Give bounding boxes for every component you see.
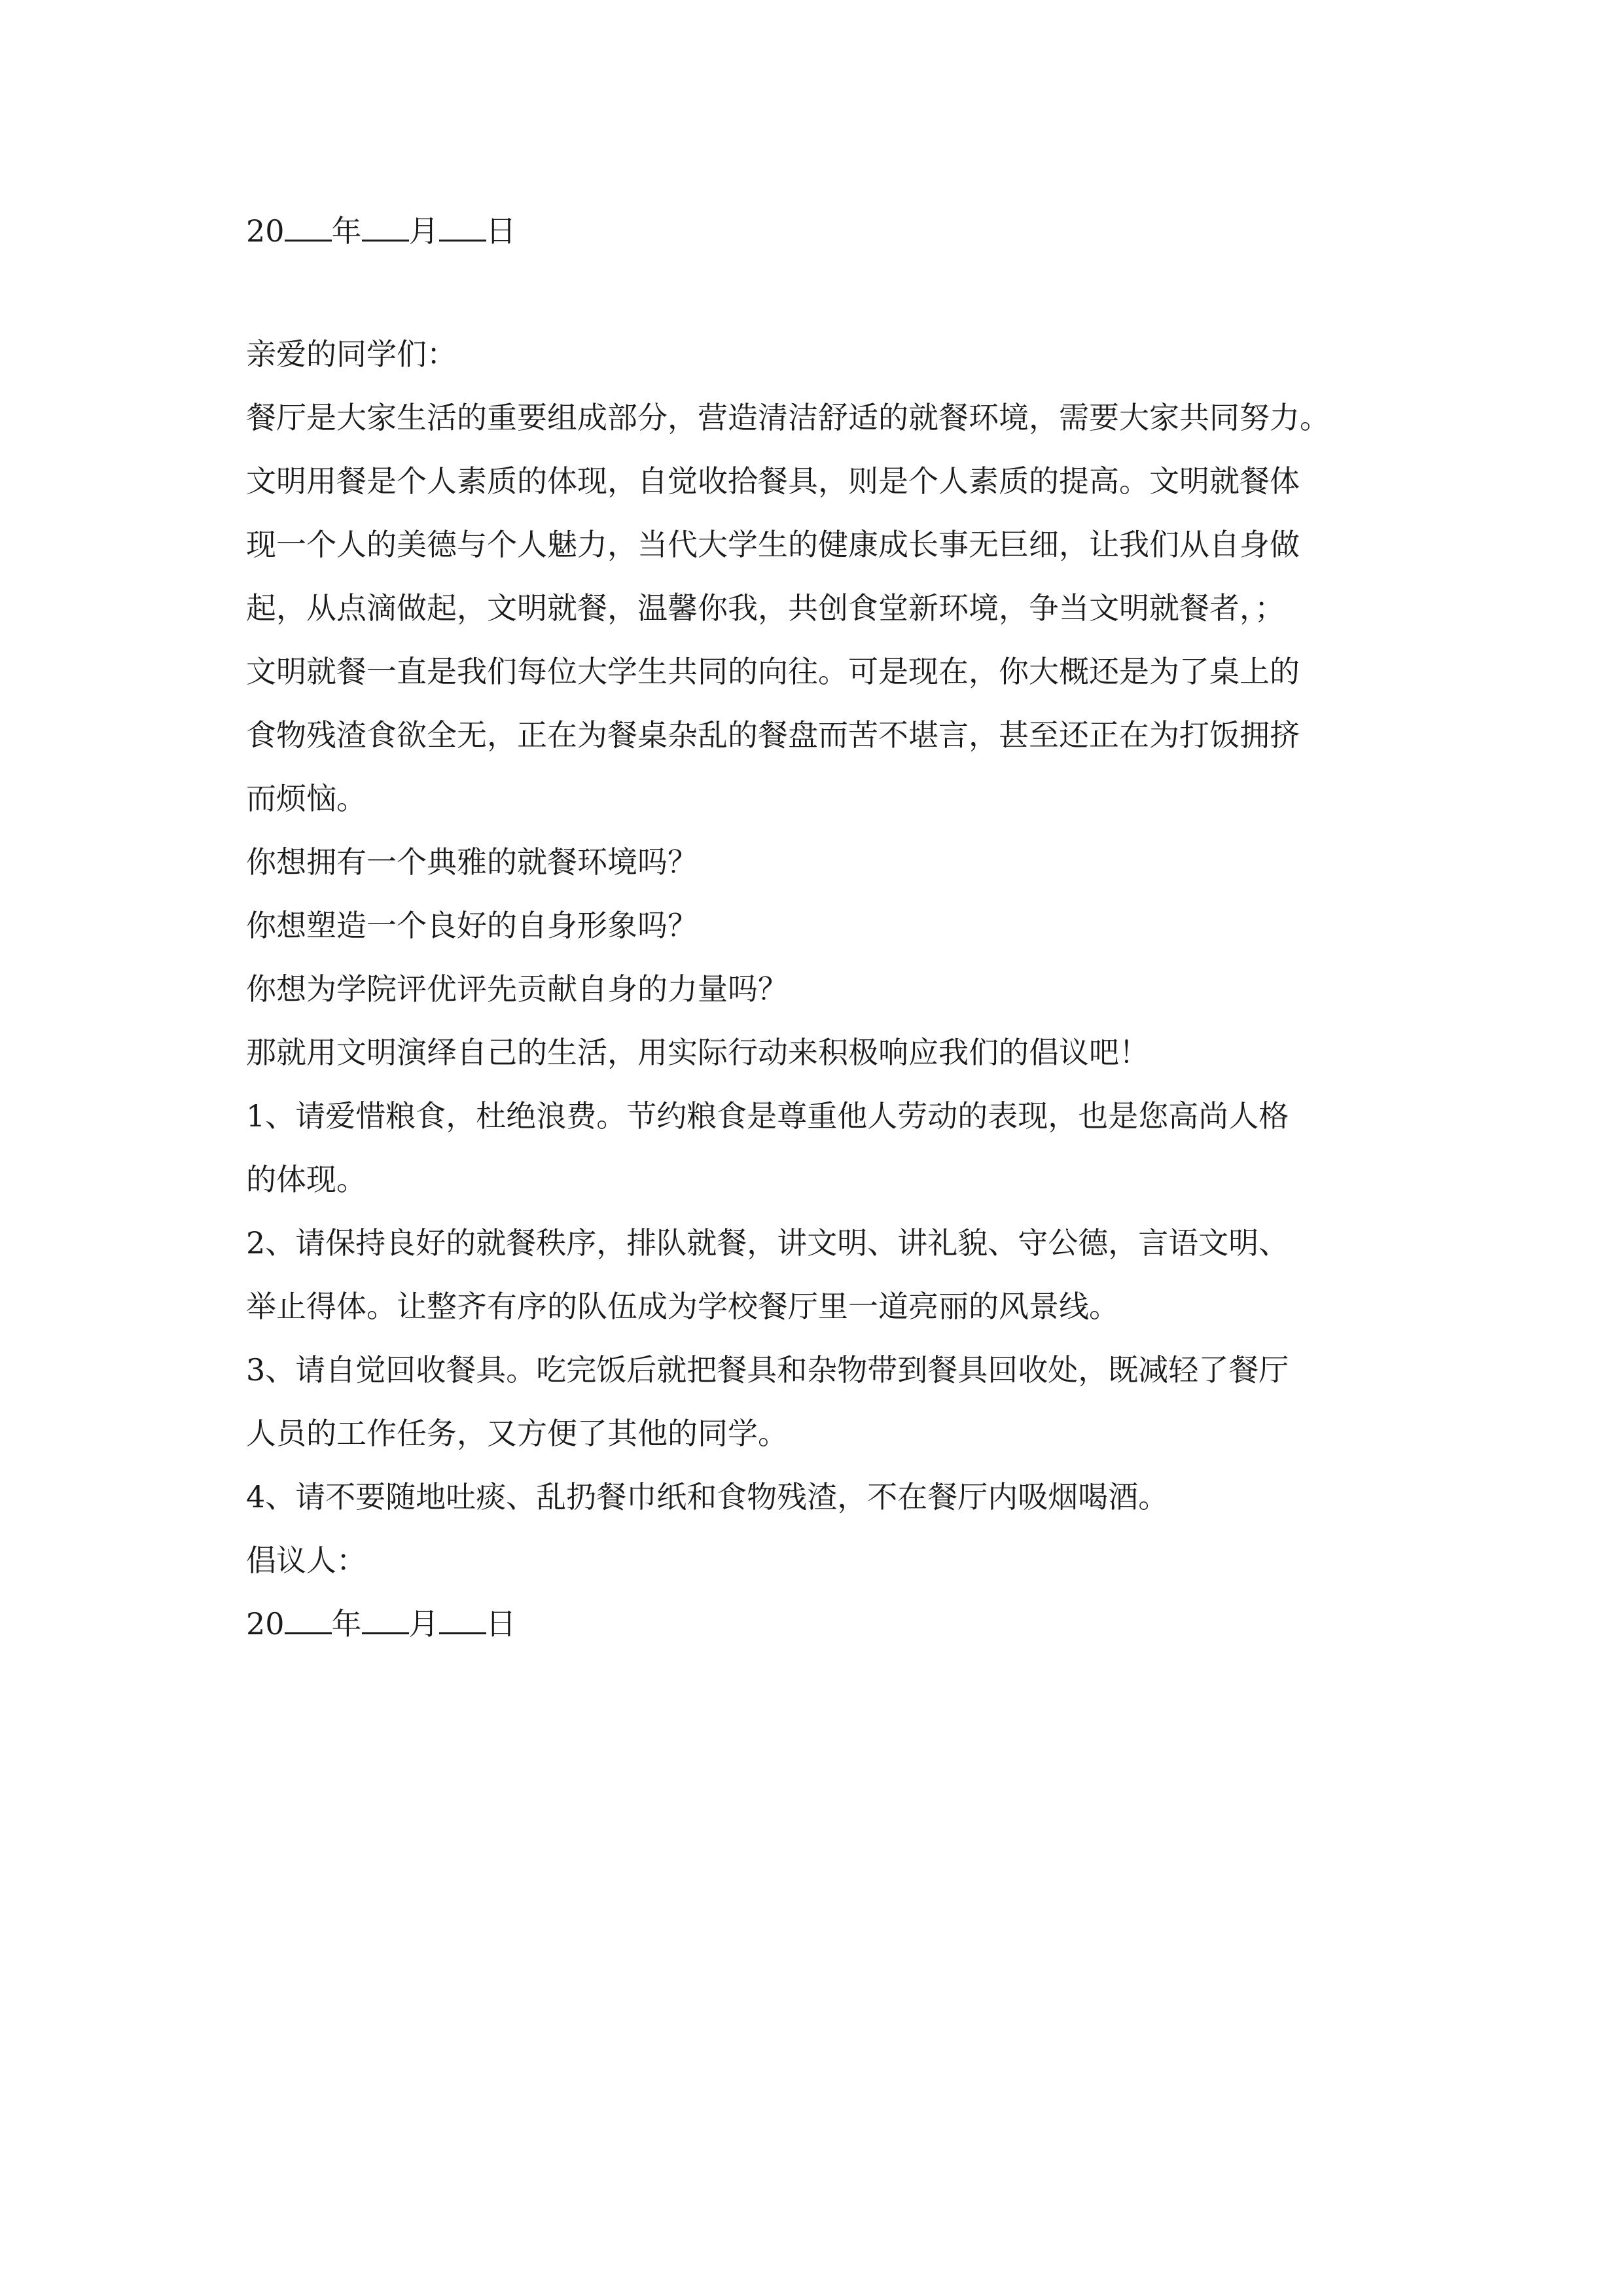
intro-line: 而烦恼。 — [246, 781, 366, 816]
year-blank — [285, 211, 332, 242]
intro-line: 现一个人的美德与个人魅力，当代大学生的健康成长事无巨细，让我们从自身做 — [246, 527, 1300, 562]
year-label: 年 — [331, 1606, 362, 1641]
intro-line: 文明就餐一直是我们每位大学生共同的向往。可是现在，你大概还是为了桌上的 — [246, 654, 1300, 689]
salutation: 亲爱的同学们： — [246, 336, 457, 372]
proposal-item-line: 的体现。 — [246, 1162, 366, 1197]
spacer — [246, 263, 1398, 323]
year-blank — [285, 1604, 332, 1634]
proposal-item-line: 3、请自觉回收餐具。吃完饭后就把餐具和杂物带到餐具回收处，既减轻了餐厅 — [246, 1352, 1289, 1388]
proposal-item-line: 2、请保持良好的就餐秩序，排队就餐，讲文明、讲礼貌、守公德，言语文明、 — [246, 1225, 1289, 1261]
footer-date — [246, 1592, 1398, 1656]
header-date — [246, 200, 1398, 263]
day-blank — [439, 1604, 486, 1634]
intro-line: 起，从点滴做起，文明就餐，温馨你我，共创食堂新环境，争当文明就餐者，； — [246, 590, 1285, 626]
intro-line: 餐厅是大家生活的重要组成部分，营造清洁舒适的就餐环境，需要大家共同努力。 — [246, 400, 1330, 435]
proposal-item-line: 4、请不要随地吐痰、乱扔餐巾纸和食物残渣，不在餐厅内吸烟喝酒。 — [246, 1479, 1169, 1515]
day-label: 日 — [486, 213, 516, 249]
letter-body — [246, 200, 1398, 1656]
call-to-action: 那就用文明演绎自己的生活，用实际行动来积极响应我们的倡议吧！ — [246, 1035, 1149, 1070]
question-line: 你想拥有一个典雅的就餐环境吗？ — [246, 844, 698, 880]
proposal-item-line: 1、请爱惜粮食，杜绝浪费。节约粮食是尊重他人劳动的表现，也是您高尚人格 — [246, 1098, 1289, 1134]
month-blank — [362, 1604, 409, 1634]
month-label: 月 — [408, 1606, 439, 1641]
date-prefix: 20 — [246, 213, 285, 249]
proposal-item-line: 举止得体。让整齐有序的队伍成为学校餐厅里一道亮丽的风景线。 — [246, 1289, 1119, 1324]
month-blank — [362, 211, 409, 242]
month-label: 月 — [408, 213, 439, 249]
date-prefix: 20 — [246, 1606, 285, 1641]
year-label: 年 — [331, 213, 362, 249]
day-blank — [439, 211, 486, 242]
signature-label: 倡议人： — [246, 1543, 366, 1578]
question-line: 你想塑造一个良好的自身形象吗？ — [246, 908, 698, 943]
intro-line: 食物残渣食欲全无，正在为餐桌杂乱的餐盘而苦不堪言，甚至还正在为打饭拥挤 — [246, 717, 1300, 753]
proposal-item-line: 人员的工作任务，又方便了其他的同学。 — [246, 1416, 788, 1451]
day-label: 日 — [486, 1606, 516, 1641]
intro-line: 文明用餐是个人素质的体现，自觉收拾餐具，则是个人素质的提高。文明就餐体 — [246, 463, 1300, 499]
question-line: 你想为学院评优评先贡献自身的力量吗？ — [246, 971, 788, 1007]
